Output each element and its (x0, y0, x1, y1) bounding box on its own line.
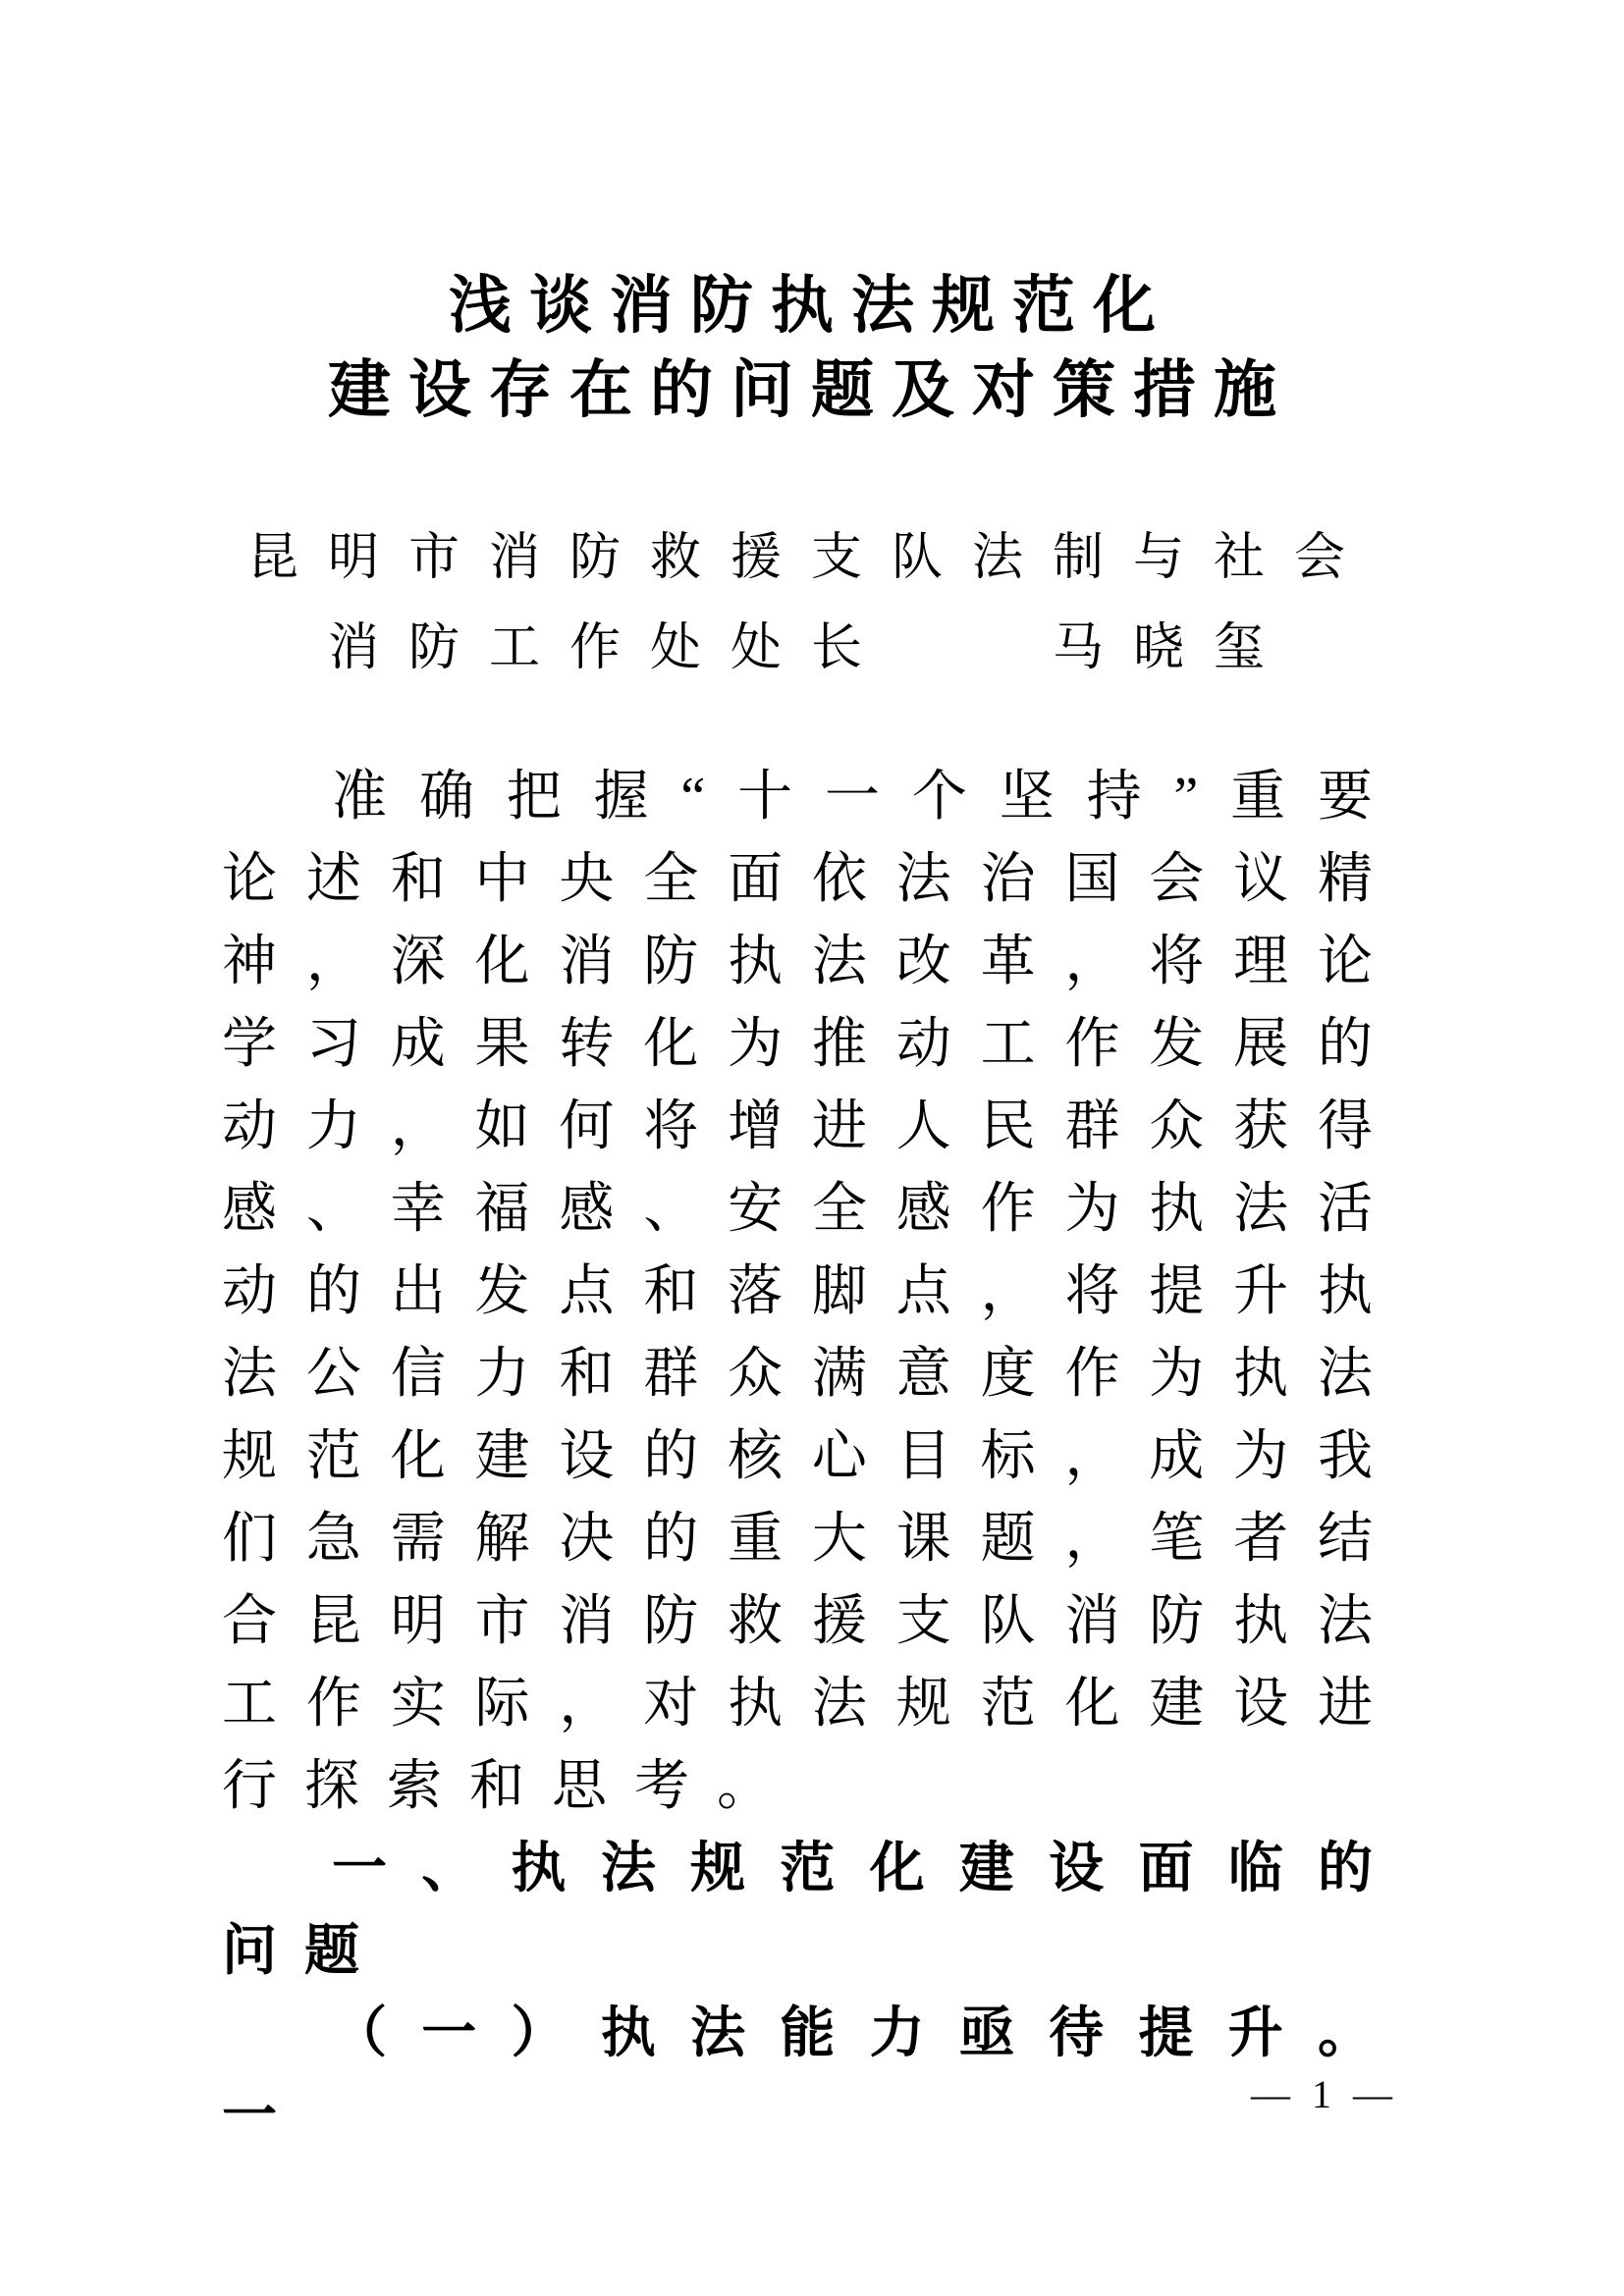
document-body (222, 756, 1400, 2158)
author-line-2: 消防工作处处长 马晓玺 (327, 620, 1294, 676)
document-title (222, 263, 1400, 432)
text-run: 一 (222, 2086, 304, 2147)
text-run: （一）执法能力亟待提升。 (332, 2003, 1400, 2064)
title-line-1: 浅谈消防执法规范化 (449, 270, 1173, 341)
author-line-1: 昆明市消防救援支队法制与社会 (246, 530, 1375, 586)
text-run: 准确把握“十一个坚持”重要论述和中央全面依法治国会议精神，深化消防执法改革，将理论学习成果转化为推动工作发展的动力，如何将增进人民群众获得感、幸福感、安全感作为执法活动的出发点和落脚点，将提升执法公信力和群众满意度作为执法规范化建设的核心目标，成为我们急需解决的重大课题，笔者结合昆明市消防救援支队消防执法工作实际，对执法规范化建设进行探索和思考。 (222, 767, 1400, 1817)
author-block (222, 513, 1400, 694)
paragraph (222, 1993, 1400, 2158)
paragraph (222, 756, 1400, 1828)
page-number: — 1 — (1251, 2072, 1398, 2116)
title-line-2: 建设存在的问题及对策措施 (328, 354, 1294, 425)
text-run: 一、执法规范化建设面临的问题 (222, 1839, 1400, 1982)
paragraph (222, 1828, 1400, 1993)
